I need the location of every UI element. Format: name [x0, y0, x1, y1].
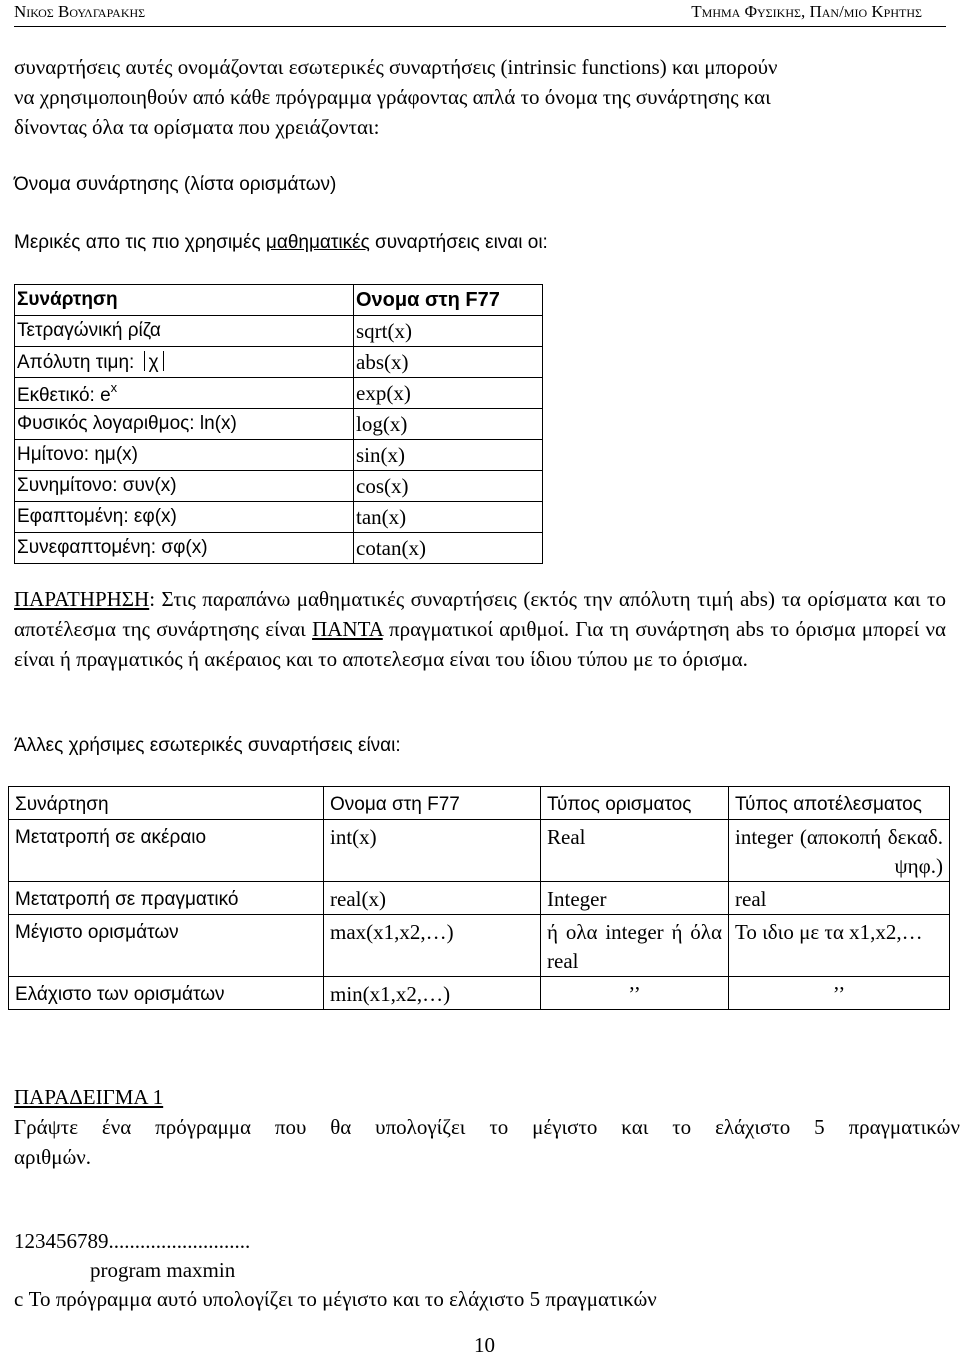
f77-name: sqrt(x): [354, 316, 543, 347]
note-emphasis: ΠΑΝΤΑ: [312, 617, 383, 641]
table-row: [15, 471, 543, 502]
result-type: real: [729, 882, 950, 915]
result-type: Το ιδιο με τα x1,x2,…: [729, 915, 950, 977]
function-name: Συνημίτονο: συν(x): [15, 471, 354, 502]
col-header-f77: Ονομα στη F77: [324, 787, 541, 820]
col-header-f77: Ονομα στη F77: [354, 285, 543, 316]
table-row: [9, 882, 950, 915]
note-text-2: πραγματικοί αριθμοί. Για τη συνάρτηση abs το όρισμα μπορεί να είναι ή πραγματικός ή ακέραιος και το αποτελεσμα είναι του ίδιου τύπου με το όρισμα.: [14, 617, 947, 671]
table-row: [15, 440, 543, 471]
function-name: Συνεφαπτομένη: σφ(x): [15, 533, 354, 564]
table-row: [15, 409, 543, 440]
table-row: [15, 378, 543, 409]
function-name: Φυσικός λογαριθμος: ln(x): [15, 409, 354, 440]
f77-name: min(x1,x2,…): [324, 977, 541, 1010]
f77-name: max(x1,x2,…): [324, 915, 541, 977]
table-header-row: [9, 787, 950, 820]
note-label: ΠΑΡΑΤΗΡΗΣΗ: [14, 587, 150, 611]
example-title: ΠΑΡΑΔΕΙΓΜΑ 1: [14, 1085, 164, 1109]
table-row: [9, 820, 950, 882]
f77-name: cos(x): [354, 471, 543, 502]
exponent: x: [110, 379, 118, 395]
col-header-function: Συνάρτηση: [15, 285, 354, 316]
f77-name: sin(x): [354, 440, 543, 471]
arg-type: ’’: [541, 977, 729, 1010]
intro-line-1: συναρτήσεις αυτές ονομάζονται εσωτερικές συναρτήσεις (intrinsic functions) και μπορούν: [14, 55, 778, 79]
col-header-result-type: Τύπος αποτέλεσματος: [729, 787, 950, 820]
arg-type: ή ολα integer ή όλα real: [541, 915, 729, 977]
function-name-text: Εκθετικό: e: [17, 384, 111, 406]
header-author: Νικος Βουλγαρακης: [14, 2, 146, 21]
function-name: Ελάχιστο των ορισμάτων: [9, 977, 324, 1010]
code-line-2: c Το πρόγραμμα αυτό υπολογίζει το μέγιστο και το ελάχιστο 5 πραγματικών: [14, 1287, 657, 1311]
result-type: integer (αποκοπή δεκαδ. ψηφ.): [729, 820, 950, 882]
function-name: Εφαπτομένη: εφ(x): [15, 502, 354, 533]
table-row: [15, 316, 543, 347]
function-name: Τετραγώνική ρίζα: [15, 316, 354, 347]
header-rule: [14, 26, 946, 27]
example-line-2: αριθμών.: [14, 1145, 92, 1169]
function-name: Μετατροπή σε ακέραιο: [9, 820, 324, 882]
note-paragraph: [14, 584, 946, 674]
math-intro-before: Μερικές απο τις πιο χρησιμές: [14, 232, 266, 253]
col-header-arg-type: Τύπος ορισματος: [541, 787, 729, 820]
f77-name: int(x): [324, 820, 541, 882]
function-name-text: Απόλυτη τιμη:: [17, 351, 135, 373]
math-intro-underlined: μαθηματικές: [265, 232, 370, 253]
f77-name: log(x): [354, 409, 543, 440]
table-row: [9, 915, 950, 977]
f77-name: abs(x): [354, 347, 543, 378]
function-name: [15, 378, 354, 409]
function-name: Ημίτονο: ημ(x): [15, 440, 354, 471]
arg-type: Real: [541, 820, 729, 882]
col-header-function: Συνάρτηση: [9, 787, 324, 820]
header-department: Τμημα Φυσικης, Παν/μιο Κρητης: [691, 2, 922, 21]
table-row: [15, 533, 543, 564]
intro-line-2: να χρησιμοποιηθούν από κάθε πρόγραμμα γράφοντας απλά το όνομα της συνάρτησης και: [14, 85, 771, 109]
page-number: 10: [474, 1333, 495, 1357]
f77-name: real(x): [324, 882, 541, 915]
example-line-1: Γράψτε ένα πρόγραμμα που θα υπολογίζει το μέγιστο και το ελάχιστο 5 πραγματικών: [14, 1115, 960, 1139]
math-functions-table: [14, 284, 543, 564]
table-row: [15, 502, 543, 533]
f77-name: tan(x): [354, 502, 543, 533]
other-functions-intro: Άλλες χρήσιμες εσωτερικές συναρτήσεις είναι:: [14, 735, 401, 756]
f77-name: cotan(x): [354, 533, 543, 564]
math-intro-after: συναρτήσεις ειναι οι:: [369, 232, 548, 253]
math-intro: [14, 232, 548, 254]
syntax-line: Όνομα συνάρτησης (λίστα ορισμάτων): [14, 174, 337, 195]
table-header-row: [15, 285, 543, 316]
table-row: [9, 977, 950, 1010]
abs-variable: χ: [148, 351, 159, 373]
result-type: ’’: [729, 977, 950, 1010]
f77-name: exp(x): [354, 378, 543, 409]
function-name: Μετατροπή σε πραγματικό: [9, 882, 324, 915]
arg-type: Integer: [541, 882, 729, 915]
code-line-1: program maxmin: [90, 1258, 236, 1282]
abs-bar-right: [163, 351, 164, 371]
table-row: [15, 347, 543, 378]
note-text-1: : Στις παραπάνω μαθηματικές συναρτήσεις (εκτός την απόλυτη τιμή abs) τα ορίσματα και το αποτέλεσμα της συνάρτησης είναι: [14, 587, 946, 641]
abs-bar-left: [144, 351, 145, 371]
other-functions-table: [8, 786, 950, 1010]
function-name: Μέγιστο ορισμάτων: [9, 915, 324, 977]
intro-line-3: δίνοντας όλα τα ορίσματα που χρειάζονται:: [14, 115, 380, 139]
code-ruler: 123456789...........................: [14, 1229, 251, 1253]
function-name: [15, 347, 354, 378]
